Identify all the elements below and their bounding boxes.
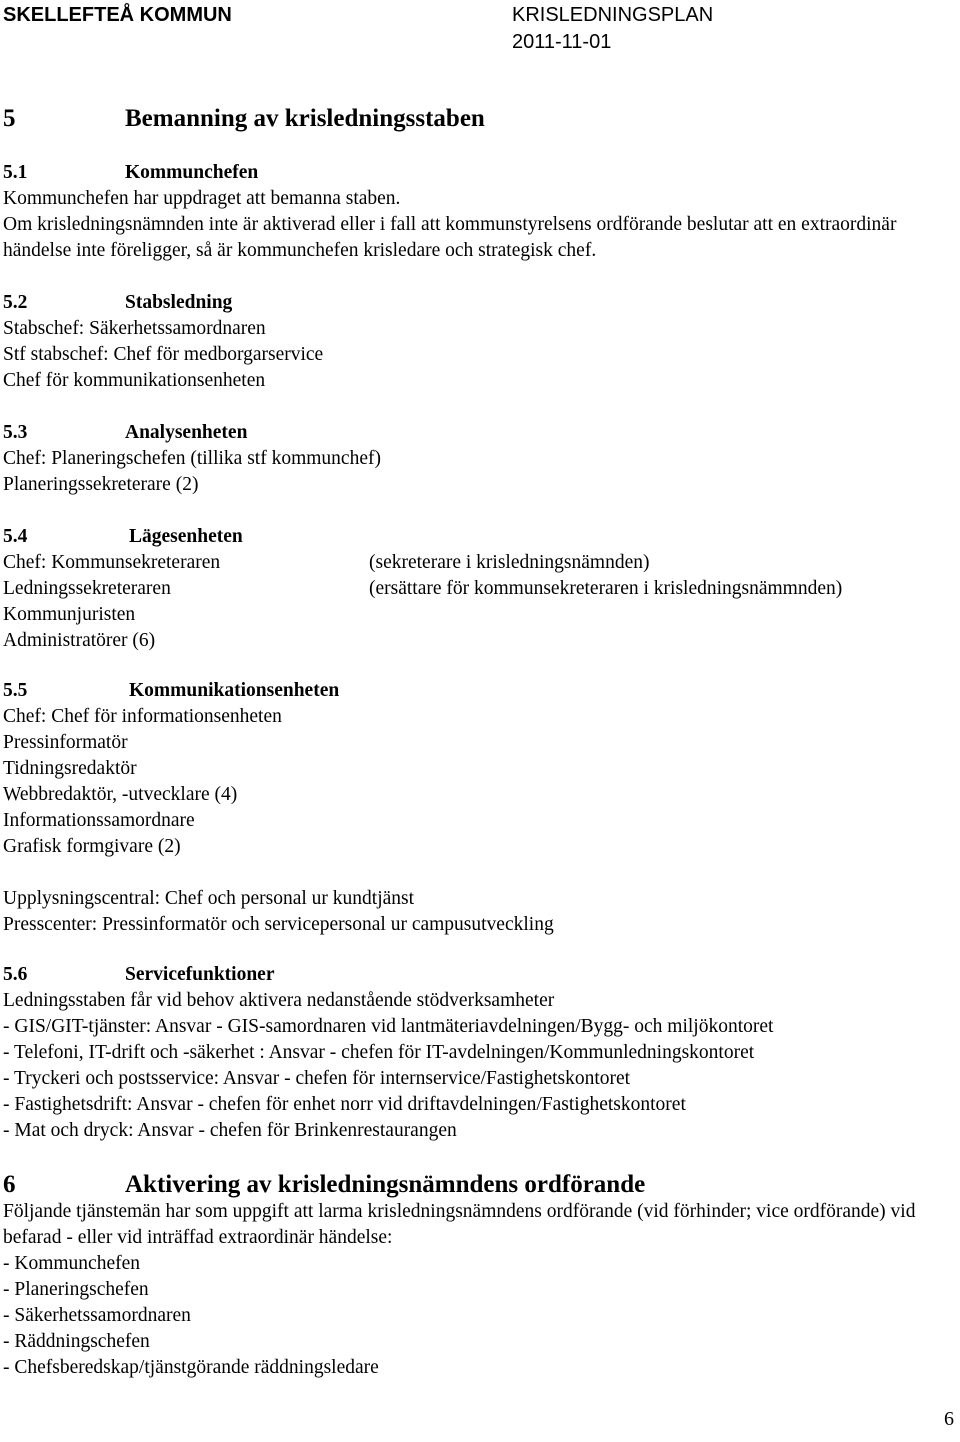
subsection-5-1-title: Kommunchefen [125, 162, 259, 183]
section-6-list [3, 1251, 953, 1381]
section-6-title: Aktivering av krisledningsnämndens ordförande [125, 1171, 646, 1198]
list-item: - Chefsberedskap/tjänstgörande räddningsledare [3, 1357, 379, 1378]
kommunikation-extra-line: Upplysningscentral: Chef och personal ur kundtjänst [3, 888, 415, 909]
subsection-5-4-heading [3, 524, 953, 550]
subsection-5-1-number: 5.1 [3, 162, 28, 183]
subsection-5-5-number: 5.5 [3, 680, 28, 701]
subsection-5-2 [3, 290, 953, 394]
subsection-5-3-heading [3, 420, 953, 446]
list-item: - Mat och dryck: Ansvar - chefen för Brinkenrestaurangen [3, 1120, 457, 1141]
section-6-body [3, 1199, 953, 1381]
lagesenheten-role: Ledningssekreteraren [3, 578, 171, 599]
subsection-5-6 [3, 962, 953, 1144]
subsection-5-4-title: Lägesenheten [129, 526, 243, 547]
subsection-5-3 [3, 420, 953, 498]
list-item: - Säkerhetssamordnaren [3, 1305, 191, 1326]
subsection-5-4 [3, 524, 953, 654]
section-6-paragraph: Följande tjänstemän har som uppgift att larma krisledningsnämndens ordförande (vid förhinder; vice ordförande) vid befarad - eller vid inträffad extraordinär händelse: [3, 1201, 916, 1248]
kommunikation-line: Grafisk formgivare (2) [3, 836, 181, 857]
stabsledning-line: Stabschef: Säkerhetssamordnaren [3, 318, 266, 339]
kommunikation-line: Pressinformatör [3, 732, 128, 753]
subsection-5-5-title: Kommunikationsenheten [129, 680, 340, 701]
stabsledning-line: Stf stabschef: Chef för medborgarservice [3, 344, 324, 365]
subsection-5-5-heading [3, 678, 953, 704]
subsection-5-1-line: Kommunchefen har uppdraget att bemanna staben. [3, 188, 401, 209]
kommunikation-line: Chef: Chef för informationsenheten [3, 706, 282, 727]
list-item: - GIS/GIT-tjänster: Ansvar - GIS-samordnaren vid lantmäteriavdelningen/Bygg- och miljökontoret [3, 1016, 774, 1037]
header-document-title: KRISLEDNINGSPLAN [512, 4, 714, 26]
stabsledning-line: Chef för kommunikationsenheten [3, 370, 266, 391]
subsection-5-2-heading [3, 290, 953, 316]
subsection-5-6-heading [3, 962, 953, 988]
servicefunktioner-list [3, 1014, 953, 1144]
header-organization: SKELLEFTEÅ KOMMUN [3, 4, 232, 26]
section-5-number: 5 [3, 105, 16, 132]
subsection-5-2-number: 5.2 [3, 292, 28, 313]
list-item: - Planeringschefen [3, 1279, 149, 1300]
kommunikation-extra-line: Presscenter: Pressinformatör och servicepersonal ur campusutveckling [3, 914, 554, 935]
section-6-number: 6 [3, 1171, 16, 1198]
servicefunktioner-intro: Ledningsstaben får vid behov aktivera nedanstående stödverksamheter [3, 990, 555, 1011]
analysenheten-line: Chef: Planeringschefen (tillika stf kommunchef) [3, 448, 381, 469]
lagesenheten-row [3, 550, 953, 576]
lagesenheten-role-note: (sekreterare i krisledningsnämnden) [369, 552, 650, 573]
list-item: - Telefoni, IT-drift och -säkerhet : Ansvar - chefen för IT-avdelningen/Kommunledningskontoret [3, 1042, 755, 1063]
subsection-5-2-title: Stabsledning [125, 292, 233, 313]
subsection-5-4-number: 5.4 [3, 526, 28, 547]
kommunikation-line: Informationssamordnare [3, 810, 195, 831]
lagesenheten-role: Chef: Kommunsekreteraren [3, 552, 221, 573]
list-item: - Räddningschefen [3, 1331, 150, 1352]
list-item: - Fastighetsdrift: Ansvar - chefen för enhet norr vid driftavdelningen/Fastighetskontoret [3, 1094, 686, 1115]
subsection-5-1-paragraph: Om krisledningsnämnden inte är aktiverad eller i fall att kommunstyrelsens ordförande beslutar att en extraordinär händelse inte föreligger, så är kommunchefen krisledare och strategisk chef. [3, 214, 897, 261]
kommunikation-line: Webbredaktör, -utvecklare (4) [3, 784, 238, 805]
section-5-heading [3, 104, 485, 134]
analysenheten-line: Planeringssekreterare (2) [3, 474, 199, 495]
page-number: 6 [944, 1408, 954, 1430]
list-item: - Kommunchefen [3, 1253, 140, 1274]
section-6-heading [3, 1170, 645, 1200]
lagesenheten-line: Kommunjuristen [3, 604, 136, 625]
lagesenheten-role-note: (ersättare för kommunsekreteraren i krisledningsnämmnden) [369, 578, 843, 599]
subsection-5-3-title: Analysenheten [125, 422, 248, 443]
subsection-5-6-title: Servicefunktioner [125, 964, 275, 985]
header-date: 2011-11-01 [512, 31, 612, 53]
subsection-5-6-number: 5.6 [3, 964, 28, 985]
list-item: - Tryckeri och postsservice: Ansvar - chefen för internservice/Fastighetskontoret [3, 1068, 631, 1089]
section-5-title: Bemanning av krisledningsstaben [125, 105, 485, 132]
subsection-5-5 [3, 678, 953, 938]
subsection-5-1-heading [3, 160, 953, 186]
subsection-5-1 [3, 160, 953, 264]
kommunikation-line: Tidningsredaktör [3, 758, 137, 779]
lagesenheten-line: Administratörer (6) [3, 630, 156, 651]
lagesenheten-row [3, 576, 953, 602]
subsection-5-3-number: 5.3 [3, 422, 28, 443]
